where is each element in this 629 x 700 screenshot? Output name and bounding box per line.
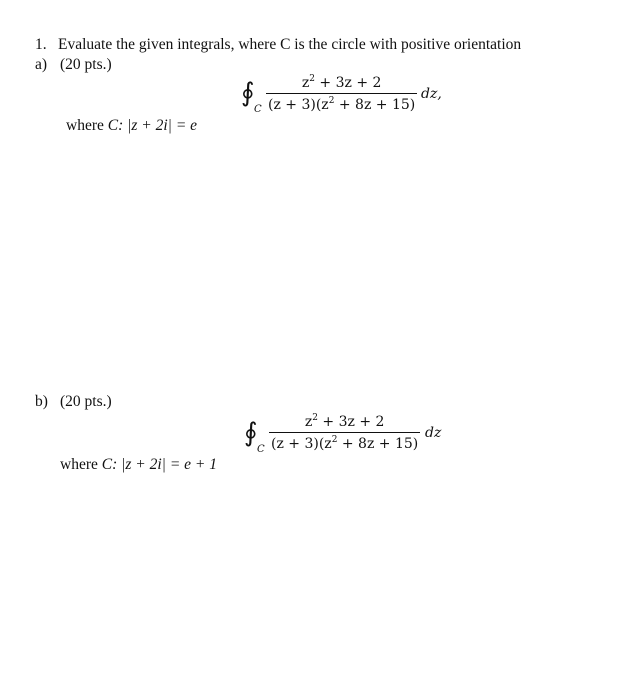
where-prefix: where <box>66 117 108 134</box>
integrand-denominator: $(z + 3)(z^2 + 8z + 15)$ <box>271 435 419 452</box>
contour-label: C <box>254 104 262 115</box>
differential: dz <box>425 425 442 441</box>
integrand-numerator: $z^2 + 3z + 2$ <box>304 413 385 430</box>
part-a-condition <box>66 117 197 135</box>
part-a-label: a) <box>35 56 48 73</box>
part-b-points: (20 pts.) <box>60 393 112 410</box>
integrand-denominator: $(z + 3)(z^2 + 8z + 15)$ <box>268 96 416 113</box>
differential: dz, <box>421 86 442 102</box>
part-b-condition <box>60 456 217 474</box>
part-a-points: (20 pts.) <box>60 56 112 73</box>
integrand-numerator: $z^2 + 3z + 2$ <box>301 74 382 91</box>
question-number: 1. <box>35 36 47 53</box>
contour-integral-symbol: ∮ <box>241 78 255 108</box>
where-prefix: where <box>60 456 102 473</box>
question-text: Evaluate the given integrals, where C is the circle with positive orientation <box>58 36 522 53</box>
contour-condition: C: |z + 2i| = e + 1 <box>101 456 217 473</box>
contour-label: C <box>257 444 265 455</box>
integrand-fraction <box>266 74 417 113</box>
contour-condition: C: |z + 2i| = e <box>107 117 198 134</box>
contour-integral-symbol: ∮ <box>244 418 258 448</box>
part-b-label: b) <box>35 393 48 410</box>
integrand-fraction <box>269 413 420 452</box>
